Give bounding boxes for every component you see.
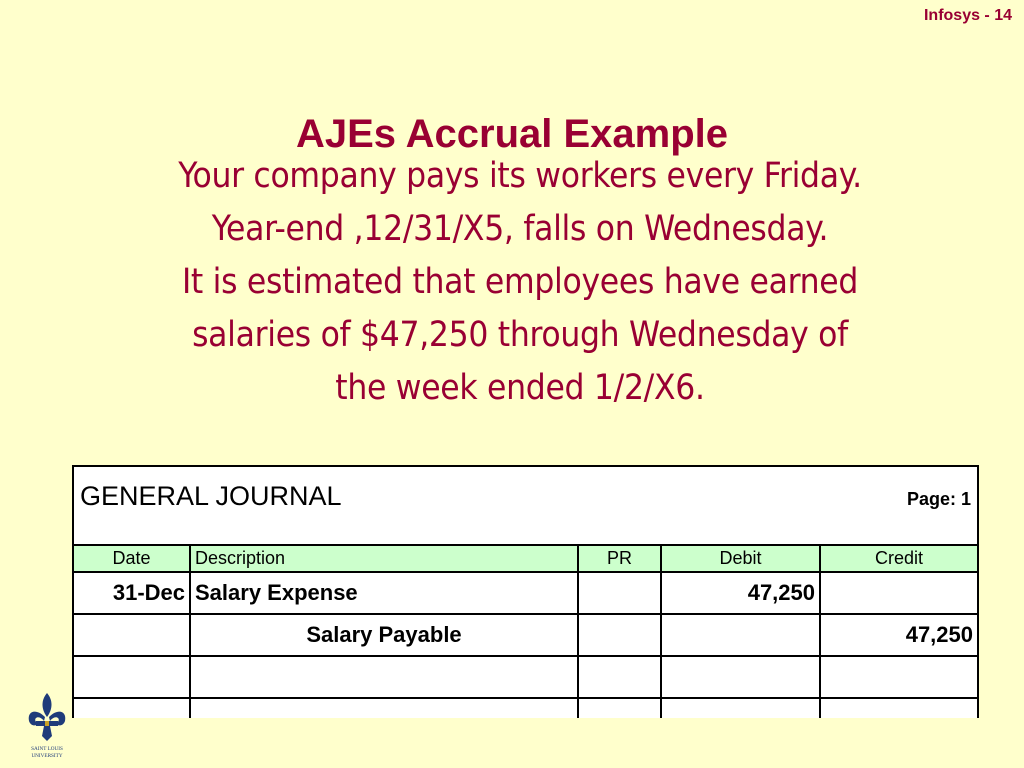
fleur-de-lis-icon [22, 690, 72, 762]
cell-pr [578, 614, 661, 656]
journal-page-number: Page: 1 [906, 489, 971, 509]
cell-date [74, 698, 190, 718]
journal-column-headers [74, 546, 977, 572]
col-header-credit: Credit [820, 546, 977, 572]
col-header-description: Description [190, 546, 578, 572]
cell-pr [578, 572, 661, 614]
journal-row [74, 614, 977, 656]
cell-credit [820, 698, 977, 718]
cell-description [190, 656, 578, 698]
body-line: Year-end ,12/31/X5, falls on Wednesday. [211, 209, 829, 249]
cell-debit [661, 698, 820, 718]
cell-date [74, 656, 190, 698]
general-journal [72, 465, 979, 718]
col-header-debit: Debit [661, 546, 820, 572]
cell-description [190, 698, 578, 718]
body-line: salaries of $47,250 through Wednesday of [192, 315, 848, 355]
cell-pr [578, 656, 661, 698]
slide-page-label: Infosys - 14 [923, 7, 1012, 24]
journal-title: GENERAL JOURNAL [80, 481, 342, 511]
cell-date [74, 614, 190, 656]
journal-row [74, 698, 977, 718]
logo-text-line1: SAINT LOUIS [31, 746, 63, 752]
journal-row [74, 656, 977, 698]
cell-credit [820, 656, 977, 698]
university-logo [22, 690, 72, 767]
body-line: the week ended 1/2/X6. [335, 368, 705, 408]
cell-description: Salary Expense [190, 572, 578, 614]
journal-row [74, 572, 977, 614]
logo-text-line2: UNIVERSITY [31, 753, 63, 759]
journal-table [74, 546, 977, 718]
slide-title: AJEs Accrual Example [295, 112, 729, 156]
cell-date: 31-Dec [74, 572, 190, 614]
cell-debit [661, 656, 820, 698]
cell-description: Salary Payable [190, 614, 578, 656]
cell-credit [820, 572, 977, 614]
body-line: It is estimated that employees have earned [181, 262, 859, 302]
slide-body [40, 150, 1000, 415]
cell-pr [578, 698, 661, 718]
cell-credit: 47,250 [820, 614, 977, 656]
body-line: Your company pays its workers every Friday. [178, 156, 862, 196]
col-header-date: Date [74, 546, 190, 572]
journal-header [74, 467, 977, 546]
cell-debit [661, 614, 820, 656]
cell-debit: 47,250 [661, 572, 820, 614]
col-header-pr: PR [578, 546, 661, 572]
